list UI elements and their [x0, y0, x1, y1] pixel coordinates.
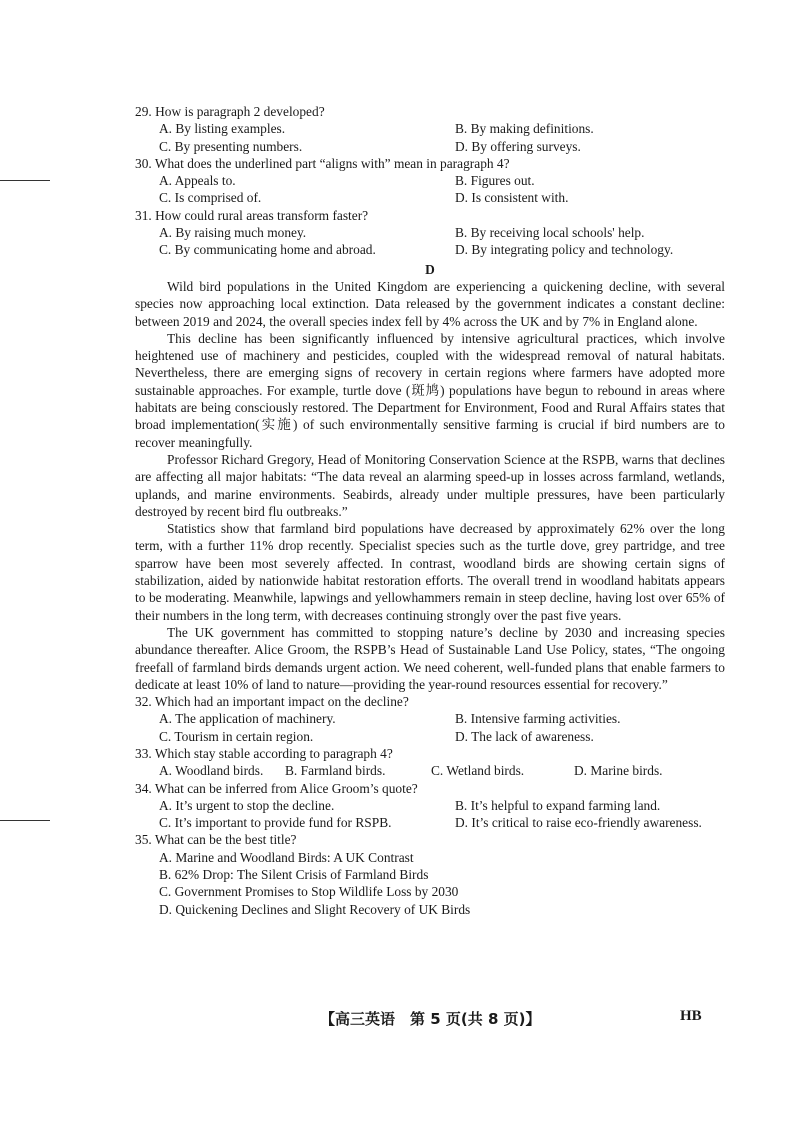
question-30-options-cd: [135, 189, 725, 206]
question-30-options-ab: [135, 172, 725, 189]
option-31-c: C. By communicating home and abroad.: [159, 242, 376, 258]
passage-paragraph-4: Statistics show that farmland bird populations have decreased by approximately 62% over the long term, with a further 11% drop recently. Specialist species such as the turtle dove, grey partridge, and tree sparrow have been most severely affected. In contrast, woodland birds are showing certain signs of stabilization, aided by nationwide habitat restoration efforts. The overall trend in woodland habitats appears to be moderating. Meanwhile, lapwings and yellowhammers remain in steep decline, having lost over 65% of their numbers in the long term, with decreases continuing strongly over the past five years.: [135, 521, 725, 623]
option-34-b: B. It’s helpful to expand farming land.: [455, 797, 661, 813]
question-34-stem: 34. What can be inferred from Alice Groom’s quote?: [135, 780, 418, 796]
option-30-d: D. Is consistent with.: [455, 190, 569, 206]
option-32-b: B. Intensive farming activities.: [455, 711, 621, 727]
footer-page-label: 【高三英语 第 5 页(共 8 页)】: [320, 1010, 541, 1028]
question-30-stem: 30. What does the underlined part “aligns with” mean in paragraph 4?: [135, 155, 510, 171]
question-31-options-cd: [135, 241, 725, 258]
question-34-options-cd: [135, 814, 725, 831]
margin-rule-top: [0, 180, 50, 181]
option-33-a: A. Woodland birds.: [159, 763, 264, 779]
option-32-a: A. The application of machinery.: [159, 711, 336, 727]
question-29-options-ab: [135, 120, 725, 137]
question-33-options: [135, 762, 725, 779]
footer-code: HB: [680, 1008, 702, 1024]
question-32-options-ab: [135, 710, 725, 727]
option-30-a: A. Appeals to.: [159, 173, 236, 189]
option-32-d: D. The lack of awareness.: [455, 728, 594, 744]
option-31-b: B. By receiving local schools' help.: [455, 225, 645, 241]
question-29-stem: 29. How is paragraph 2 developed?: [135, 104, 325, 119]
option-35-a: A. Marine and Woodland Birds: A UK Contrast: [159, 849, 414, 865]
passage-paragraph-3: Professor Richard Gregory, Head of Monitoring Conservation Science at the RSPB, warns that declines are affecting all major habitats: “The data reveal an alarming speed-up in losses across farmland, wetlands, uplands, and marine environments. Seabirds, already under multiple pressures, have been particularly destroyed by recent bird flu outbreaks.”: [135, 451, 725, 519]
option-31-d: D. By integrating policy and technology.: [455, 242, 674, 258]
question-32-options-cd: [135, 728, 725, 745]
option-29-b: B. By making definitions.: [455, 121, 594, 137]
question-35-stem: 35. What can be the best title?: [135, 832, 297, 848]
option-29-c: C. By presenting numbers.: [159, 138, 303, 154]
option-30-b: B. Figures out.: [455, 173, 535, 189]
option-32-c: C. Tourism in certain region.: [159, 728, 314, 744]
option-33-b: B. Farmland birds.: [285, 763, 386, 779]
passage-paragraph-5: The UK government has committed to stopping nature’s decline by 2030 and increasing species abundance thereafter. Alice Groom, the RSPB’s Head of Sustainable Land Use Policy, states, “The ongoing freefall of farmland birds demands urgent action. We need coherent, well-funded plans that enable farmers to dedicate at least 10% of land to nature—providing the year-round resources essential for recovery.”: [135, 624, 725, 692]
option-34-d: D. It’s critical to raise eco-friendly awareness.: [455, 815, 702, 831]
question-33-stem: 33. Which stay stable according to paragraph 4?: [135, 745, 393, 761]
option-34-a: A. It’s urgent to stop the decline.: [159, 797, 335, 813]
option-35-d: D. Quickening Declines and Slight Recovery of UK Birds: [159, 901, 471, 917]
passage-paragraph-1: Wild bird populations in the United Kingdom are experiencing a quickening decline, with several species now approaching local extinction. Data released by the government indicates a constant decline: between 2019 and 2024, the overall species index fell by 4% across the UK and by 7% in England alone.: [135, 278, 725, 329]
option-30-c: C. Is comprised of.: [159, 190, 262, 206]
option-33-c: C. Wetland birds.: [431, 763, 525, 779]
option-31-a: A. By raising much money.: [159, 225, 307, 241]
option-29-d: D. By offering surveys.: [455, 138, 581, 154]
option-33-d: D. Marine birds.: [574, 763, 663, 779]
margin-rule-bottom: [0, 820, 50, 821]
question-31-stem: 31. How could rural areas transform faster?: [135, 207, 369, 223]
option-34-c: C. It’s important to provide fund for RSPB.: [159, 815, 392, 831]
section-title: D: [425, 261, 435, 277]
question-34-options-ab: [135, 797, 725, 814]
question-31-options-ab: [135, 224, 725, 241]
question-32-stem: 32. Which had an important impact on the decline?: [135, 694, 409, 710]
exam-page: [135, 103, 725, 918]
question-29-options-cd: [135, 138, 725, 155]
option-35-b: B. 62% Drop: The Silent Crisis of Farmland Birds: [159, 867, 429, 883]
passage-paragraph-2: This decline has been significantly influenced by intensive agricultural practices, which involve heightened use of machinery and pesticides, coupled with the widespread removal of natural habitats. Nevertheless, there are emerging signs of recovery in certain regions where farmers have adopted more sustainable approaches. For example, turtle dove (斑鸠) populations have begun to rebound in areas where habitats are being consciously restored. The Department for Environment, Food and Rural Affairs states that broad implementation(实施) of such environmentally sensitive farming is crucial if bird numbers are to recover meaningfully.: [135, 330, 725, 450]
option-35-c: C. Government Promises to Stop Wildlife Loss by 2030: [159, 884, 459, 900]
option-29-a: A. By listing examples.: [159, 121, 286, 137]
